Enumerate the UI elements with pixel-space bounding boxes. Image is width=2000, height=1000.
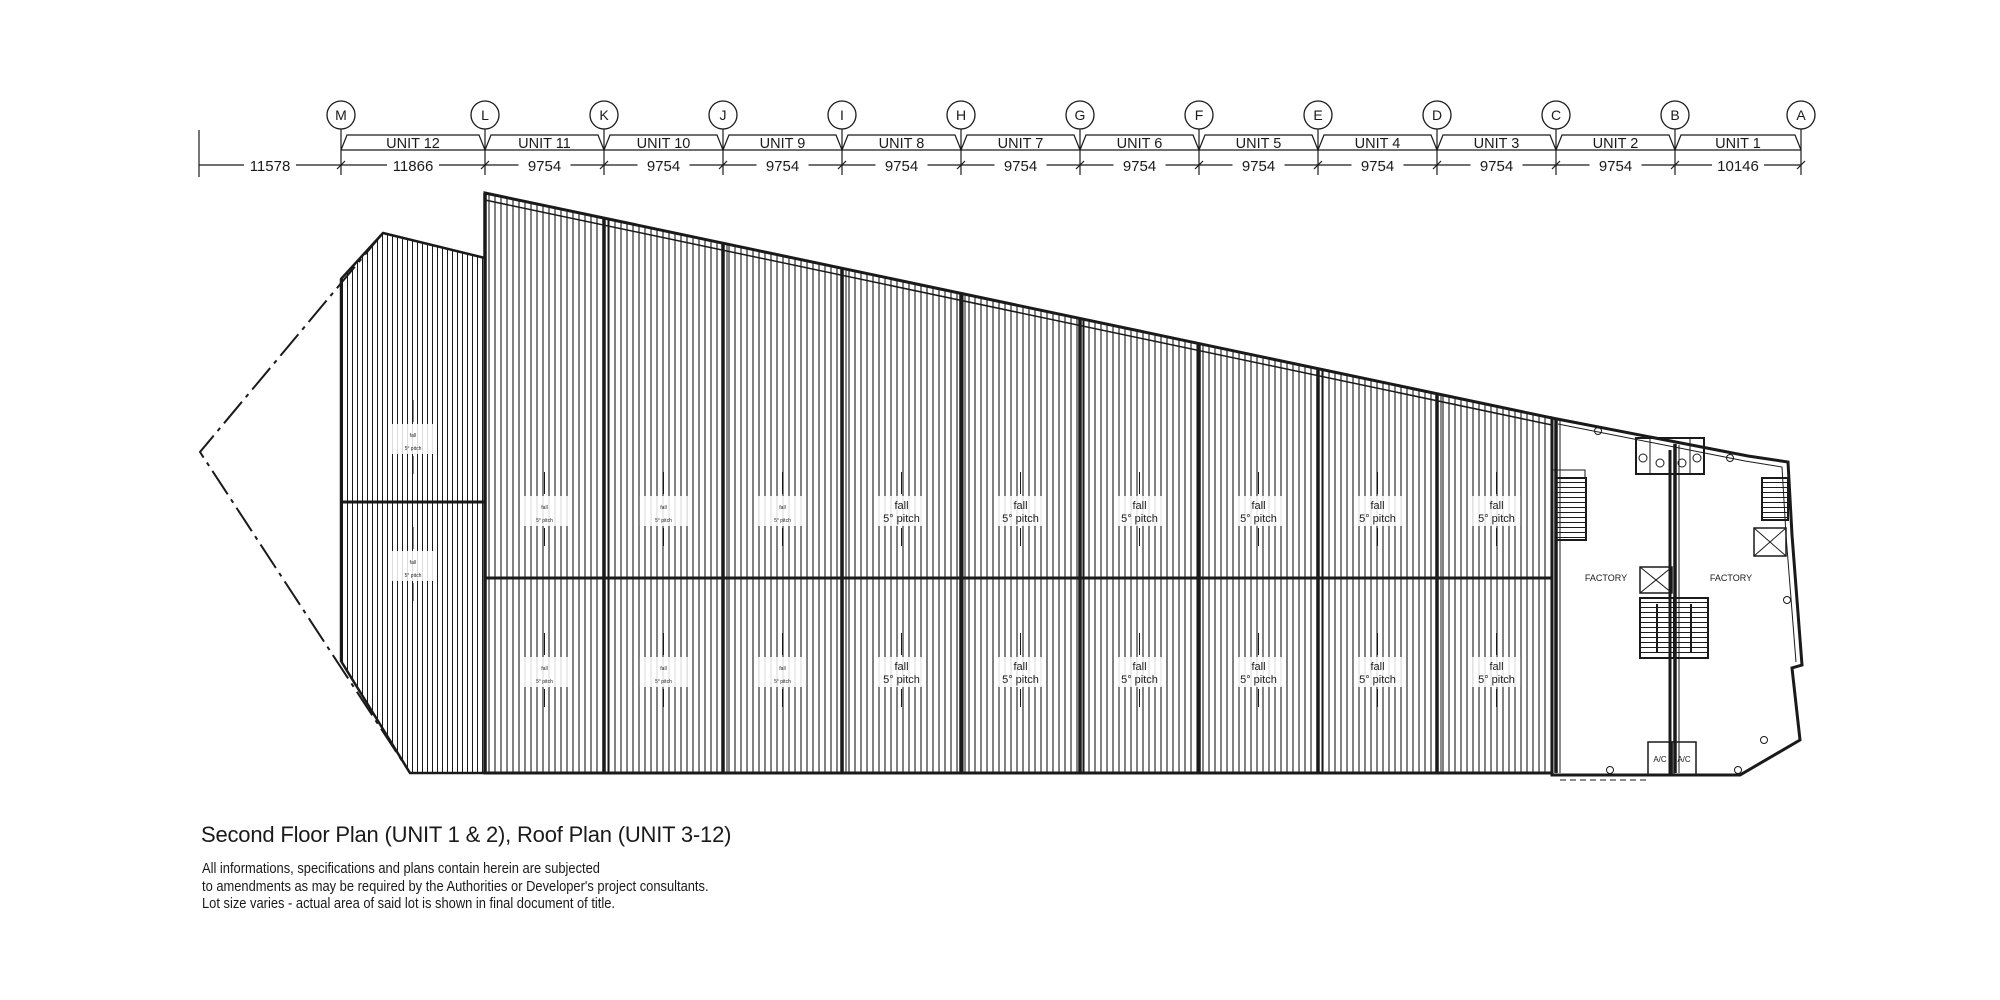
- roof-fall-label-18: fall: [1489, 500, 1504, 512]
- dimension-1: 11866: [392, 158, 434, 175]
- roof-pitch-label-16: 5° pitch: [1359, 513, 1396, 525]
- roof-pitch-label-19: 5° pitch: [1478, 674, 1515, 686]
- dimension-11: 9754: [1598, 158, 1633, 175]
- disclaimer-line-1: All informations, specifications and plans contain herein are subjected: [202, 860, 600, 877]
- grid-label-G: G: [1074, 107, 1086, 123]
- grid-label-C: C: [1550, 107, 1562, 123]
- second-floor-outline: [1552, 418, 1802, 775]
- roof-pitch-label-3: 5° pitch: [536, 679, 553, 685]
- stair-unit-1: [1762, 478, 1788, 520]
- second-floor-plan: [1552, 418, 1802, 780]
- roof-fall-label-9: fall: [894, 661, 909, 673]
- grid-label-K: K: [599, 107, 609, 123]
- unit-label-2: UNIT 2: [1592, 136, 1639, 152]
- unit-label-7: UNIT 7: [997, 136, 1044, 152]
- disclaimer-line-3: Lot size varies - actual area of said lot is shown in final document of title.: [202, 895, 616, 912]
- grid-label-I: I: [840, 107, 844, 123]
- roof-pitch-label-15: 5° pitch: [1240, 674, 1277, 686]
- roof-fall-label-2: fall: [541, 505, 548, 511]
- dimension-10: 9754: [1479, 158, 1514, 175]
- roof-pitch-label-0: 5° pitch: [404, 446, 422, 452]
- roof-fall-label-11: fall: [1013, 661, 1028, 673]
- grid-label-D: D: [1431, 107, 1443, 123]
- unit-label-9: UNIT 9: [759, 136, 806, 152]
- unit-label-6: UNIT 6: [1116, 136, 1163, 152]
- stair-unit-2: [1556, 478, 1586, 540]
- roof-pitch-label-18: 5° pitch: [1478, 513, 1515, 525]
- roof-pitch-label-8: 5° pitch: [883, 513, 920, 525]
- roof-fall-label-10: fall: [1013, 500, 1028, 512]
- room-label-factory-unit-2: FACTORY: [1584, 573, 1628, 583]
- grid-label-E: E: [1313, 107, 1323, 123]
- roof-fall-label-7: fall: [779, 666, 786, 672]
- roof-fall-label-8: fall: [894, 500, 909, 512]
- roof-fall-label-17: fall: [1370, 661, 1385, 673]
- unit-label-3: UNIT 3: [1473, 136, 1520, 152]
- roof-fall-label-5: fall: [660, 666, 667, 672]
- roof-fall-label-3: fall: [541, 666, 548, 672]
- roof-pitch-label-10: 5° pitch: [1002, 513, 1039, 525]
- grid-label-B: B: [1670, 107, 1680, 123]
- roof-fall-label-15: fall: [1251, 661, 1266, 673]
- unit-label-8: UNIT 8: [878, 136, 925, 152]
- dimension-6: 9754: [1003, 158, 1038, 175]
- roof-pitch-label-12: 5° pitch: [1121, 513, 1158, 525]
- unit-label-11: UNIT 11: [518, 136, 571, 152]
- dimension-3: 9754: [646, 158, 681, 175]
- roof-fall-label-12: fall: [1132, 500, 1147, 512]
- roof-pitch-label-9: 5° pitch: [883, 674, 920, 686]
- unit-label-4: UNIT 4: [1354, 136, 1401, 152]
- roof-fall-label-19: fall: [1489, 661, 1504, 673]
- roof-fall-label-16: fall: [1370, 500, 1385, 512]
- roof-fall-label-4: fall: [660, 505, 667, 511]
- room-label-factory-unit-1: FACTORY: [1709, 573, 1753, 583]
- drawing-title: Second Floor Plan (UNIT 1 & 2), Roof Plan (UNIT 3-12): [201, 822, 732, 847]
- grid-label-H: H: [955, 107, 967, 123]
- dimension-8: 9754: [1241, 158, 1276, 175]
- roof-pitch-label-6: 5° pitch: [774, 518, 791, 524]
- grid-header: [199, 101, 1815, 177]
- roof-fall-label-14: fall: [1251, 500, 1266, 512]
- roof-pitch-label-1: 5° pitch: [404, 573, 422, 579]
- roof-pitch-label-17: 5° pitch: [1359, 674, 1396, 686]
- dimension-4: 9754: [765, 158, 800, 175]
- unit-label-10: UNIT 10: [636, 136, 691, 152]
- roof-pitch-label-11: 5° pitch: [1002, 674, 1039, 686]
- dimension-2: 9754: [527, 158, 562, 175]
- grid-label-M: M: [335, 107, 347, 123]
- dimension-12: 10146: [1717, 158, 1759, 175]
- disclaimer: [202, 860, 709, 913]
- dimension-5: 9754: [884, 158, 919, 175]
- grid-label-F: F: [1194, 107, 1204, 123]
- roof-pitch-label-4: 5° pitch: [655, 518, 672, 524]
- disclaimer-line-2: to amendments as may be required by the Authorities or Developer's project consultants.: [202, 877, 709, 895]
- unit-label-12: UNIT 12: [386, 136, 440, 152]
- room-label-ac-right: A/C: [1677, 755, 1691, 764]
- dimension-0: 11578: [249, 158, 291, 175]
- roof-fall-label-6: fall: [779, 505, 786, 511]
- roof-pitch-label-14: 5° pitch: [1240, 513, 1277, 525]
- roof-fall-label-13: fall: [1132, 661, 1147, 673]
- unit-label-5: UNIT 5: [1235, 136, 1282, 152]
- room-label-ac-left: A/C: [1653, 755, 1667, 764]
- roof-pitch-label-2: 5° pitch: [536, 518, 553, 524]
- roof-fall-label-1: fall: [409, 560, 417, 566]
- dimension-7: 9754: [1122, 158, 1157, 175]
- roof-pitch-label-5: 5° pitch: [655, 679, 672, 685]
- grid-label-A: A: [1796, 107, 1806, 123]
- roof-pitch-label-13: 5° pitch: [1121, 674, 1158, 686]
- unit-label-1: UNIT 1: [1715, 136, 1761, 152]
- roof-fall-label-0: fall: [409, 433, 417, 439]
- grid-label-J: J: [719, 107, 727, 123]
- grid-label-L: L: [481, 107, 489, 123]
- roof-pitch-label-7: 5° pitch: [774, 679, 791, 685]
- dimension-9: 9754: [1360, 158, 1395, 175]
